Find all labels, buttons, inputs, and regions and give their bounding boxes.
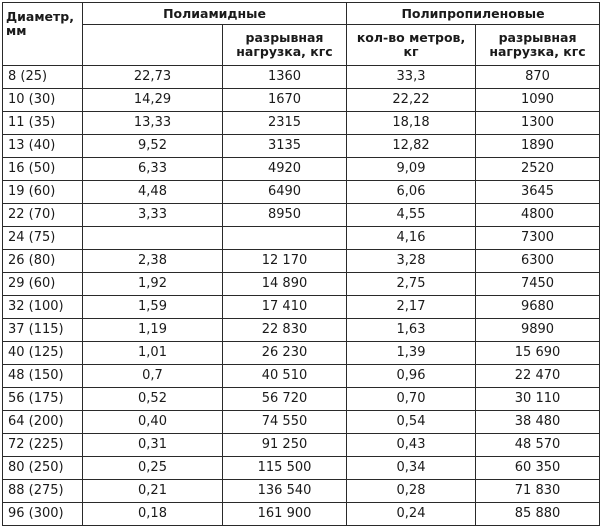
- diameter-cell: 24 (75): [3, 227, 83, 250]
- polypropylene-load-cell: 6300: [476, 250, 600, 273]
- table-row: [3, 342, 600, 365]
- diameter-cell: 19 (60): [3, 181, 83, 204]
- diameter-cell: 11 (35): [3, 112, 83, 135]
- polypropylene-load-cell: 38 480: [476, 411, 600, 434]
- polypropylene-load-cell: 30 110: [476, 388, 600, 411]
- polypropylene-load-cell: 3645: [476, 181, 600, 204]
- polypropylene-load-cell: 1300: [476, 112, 600, 135]
- table-row: [3, 296, 600, 319]
- diameter-cell: 26 (80): [3, 250, 83, 273]
- diameter-cell: 29 (60): [3, 273, 83, 296]
- diameter-cell: 22 (70): [3, 204, 83, 227]
- polyamide-meters-cell: [83, 227, 223, 250]
- polyamide-load-cell: 14 890: [223, 273, 347, 296]
- polypropylene-load-cell: 85 880: [476, 503, 600, 526]
- polypropylene-meters-header: [347, 25, 476, 66]
- diameter-cell: 32 (100): [3, 296, 83, 319]
- diameter-cell: 40 (125): [3, 342, 83, 365]
- diameter-cell: 56 (175): [3, 388, 83, 411]
- polypropylene-meters-cell: 18,18: [347, 112, 476, 135]
- diameter-cell: 16 (50): [3, 158, 83, 181]
- table-row: [3, 503, 600, 526]
- header-row-groups: [3, 3, 600, 25]
- table-row: [3, 204, 600, 227]
- polypropylene-meters-cell: 1,63: [347, 319, 476, 342]
- polyamide-meters-cell: 2,38: [83, 250, 223, 273]
- polyamide-load-cell: 40 510: [223, 365, 347, 388]
- polyamide-meters-cell: 9,52: [83, 135, 223, 158]
- polypropylene-load-cell: 9890: [476, 319, 600, 342]
- polypropylene-meters-cell: 0,54: [347, 411, 476, 434]
- polypropylene-meters-cell: 0,24: [347, 503, 476, 526]
- table-row: [3, 480, 600, 503]
- polypropylene-meters-cell: 2,17: [347, 296, 476, 319]
- diameter-cell: 96 (300): [3, 503, 83, 526]
- polypropylene-meters-cell: 0,28: [347, 480, 476, 503]
- polypropylene-meters-cell: 6,06: [347, 181, 476, 204]
- polypropylene-meters-cell: 1,39: [347, 342, 476, 365]
- diameter-cell: 80 (250): [3, 457, 83, 480]
- polypropylene-load-header: [476, 25, 600, 66]
- polypropylene-meters-cell: 0,43: [347, 434, 476, 457]
- diameter-cell: 8 (25): [3, 66, 83, 89]
- polyamide-load-cell: 2315: [223, 112, 347, 135]
- diameter-cell: 88 (275): [3, 480, 83, 503]
- polyamide-meters-cell: 0,7: [83, 365, 223, 388]
- polyamide-load-cell: 3135: [223, 135, 347, 158]
- polyamide-load-cell: 12 170: [223, 250, 347, 273]
- table-row: [3, 273, 600, 296]
- diameter-header-line1: Диаметр,: [6, 9, 74, 24]
- polyamide-meters-cell: 13,33: [83, 112, 223, 135]
- polyamide-load-cell: 56 720: [223, 388, 347, 411]
- polyamide-load-cell: 6490: [223, 181, 347, 204]
- polyamide-meters-cell: 0,52: [83, 388, 223, 411]
- polypropylene-load-cell: 1890: [476, 135, 600, 158]
- polyamide-meters-cell: 4,48: [83, 181, 223, 204]
- diameter-cell: 64 (200): [3, 411, 83, 434]
- table-row: [3, 112, 600, 135]
- polypropylene-meters-cell: 2,75: [347, 273, 476, 296]
- table-row: [3, 411, 600, 434]
- polyamide-meters-cell: 14,29: [83, 89, 223, 112]
- polyamide-load-cell: 17 410: [223, 296, 347, 319]
- diameter-cell: 13 (40): [3, 135, 83, 158]
- polypropylene-meters-cell: 0,34: [347, 457, 476, 480]
- polyamide-load-header: [223, 25, 347, 66]
- polyamide-load-cell: 115 500: [223, 457, 347, 480]
- table-row: [3, 365, 600, 388]
- table-row: [3, 250, 600, 273]
- polypropylene-load-header-line2: нагрузка, кгс: [489, 44, 586, 59]
- polypropylene-load-header-line1: разрывная: [498, 30, 577, 45]
- polypropylene-load-cell: 60 350: [476, 457, 600, 480]
- polyamide-load-header-line2: нагрузка, кгс: [236, 44, 333, 59]
- polyamide-load-cell: 74 550: [223, 411, 347, 434]
- polyamide-load-cell: 91 250: [223, 434, 347, 457]
- polyamide-meters-cell: 1,92: [83, 273, 223, 296]
- polyamide-meters-cell: 6,33: [83, 158, 223, 181]
- polypropylene-meters-header-line2: кг: [403, 44, 419, 59]
- polypropylene-load-cell: 870: [476, 66, 600, 89]
- polypropylene-meters-header-line1: кол-во метров,: [356, 30, 466, 45]
- table-row: [3, 227, 600, 250]
- table-row: [3, 135, 600, 158]
- polyamide-meters-cell: 0,18: [83, 503, 223, 526]
- diameter-cell: 37 (115): [3, 319, 83, 342]
- polyamide-meters-cell: 1,59: [83, 296, 223, 319]
- diameter-header-line2: мм: [6, 23, 27, 38]
- polypropylene-meters-cell: 4,55: [347, 204, 476, 227]
- polyamide-meters-cell: 0,25: [83, 457, 223, 480]
- table-row: [3, 158, 600, 181]
- polyamide-meters-cell: 0,31: [83, 434, 223, 457]
- polypropylene-meters-cell: 9,09: [347, 158, 476, 181]
- polyamide-load-cell: 1360: [223, 66, 347, 89]
- diameter-cell: 72 (225): [3, 434, 83, 457]
- table-body: [3, 66, 600, 526]
- polypropylene-load-cell: 22 470: [476, 365, 600, 388]
- polyamide-load-cell: 4920: [223, 158, 347, 181]
- diameter-cell: 48 (150): [3, 365, 83, 388]
- polypropylene-load-cell: 4800: [476, 204, 600, 227]
- polyamide-load-cell: 26 230: [223, 342, 347, 365]
- polypropylene-group-header: Полипропиленовые: [347, 3, 600, 25]
- polyamide-meters-cell: 1,19: [83, 319, 223, 342]
- polypropylene-load-cell: 71 830: [476, 480, 600, 503]
- polypropylene-load-cell: 9680: [476, 296, 600, 319]
- polypropylene-meters-cell: 4,16: [347, 227, 476, 250]
- polyamide-meters-cell: 1,01: [83, 342, 223, 365]
- polyamide-meters-cell: 22,73: [83, 66, 223, 89]
- table-row: [3, 457, 600, 480]
- polypropylene-meters-cell: 0,96: [347, 365, 476, 388]
- polypropylene-load-cell: 7450: [476, 273, 600, 296]
- polypropylene-load-cell: 48 570: [476, 434, 600, 457]
- polypropylene-load-cell: 1090: [476, 89, 600, 112]
- table-row: [3, 181, 600, 204]
- polypropylene-meters-cell: 33,3: [347, 66, 476, 89]
- polypropylene-meters-cell: 0,70: [347, 388, 476, 411]
- polypropylene-meters-cell: 12,82: [347, 135, 476, 158]
- polyamide-load-cell: 8950: [223, 204, 347, 227]
- rope-spec-table: [2, 2, 600, 526]
- polyamide-load-header-line1: разрывная: [245, 30, 324, 45]
- polyamide-load-cell: 1670: [223, 89, 347, 112]
- polypropylene-meters-cell: 22,22: [347, 89, 476, 112]
- table-row: [3, 66, 600, 89]
- polypropylene-load-cell: 2520: [476, 158, 600, 181]
- diameter-cell: 10 (30): [3, 89, 83, 112]
- table-row: [3, 319, 600, 342]
- table-row: [3, 434, 600, 457]
- polypropylene-load-cell: 7300: [476, 227, 600, 250]
- header-row-subcolumns: [3, 25, 600, 66]
- polyamide-meters-cell: 3,33: [83, 204, 223, 227]
- polyamide-group-header: Полиамидные: [83, 3, 347, 25]
- polyamide-meters-cell: 0,21: [83, 480, 223, 503]
- polyamide-load-cell: 136 540: [223, 480, 347, 503]
- polypropylene-load-cell: 15 690: [476, 342, 600, 365]
- diameter-header: [3, 3, 83, 66]
- polyamide-load-cell: 22 830: [223, 319, 347, 342]
- table-header: [3, 3, 600, 66]
- polyamide-meters-cell: 0,40: [83, 411, 223, 434]
- table-row: [3, 89, 600, 112]
- polyamide-meters-header: [83, 25, 223, 66]
- polyamide-load-cell: [223, 227, 347, 250]
- polyamide-load-cell: 161 900: [223, 503, 347, 526]
- polypropylene-meters-cell: 3,28: [347, 250, 476, 273]
- table-row: [3, 388, 600, 411]
